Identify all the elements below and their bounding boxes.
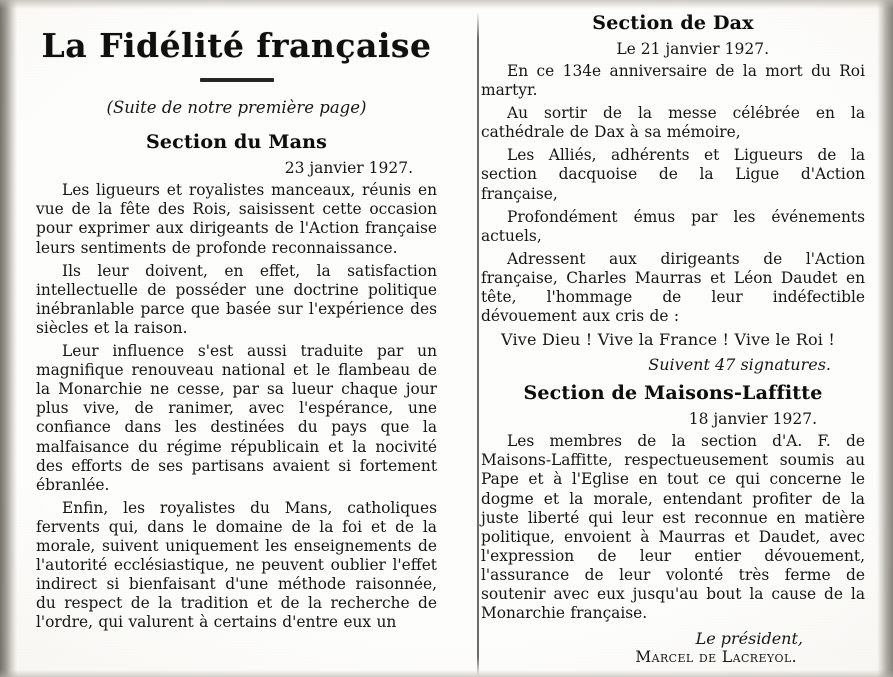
scan-edge-bottom <box>0 670 893 677</box>
signoff-block <box>481 629 865 666</box>
signatures-note: Suivent 47 signatures. <box>648 355 831 375</box>
paragraph: Les Alliés, adhérents et Ligueurs de la section dacquoise de la Ligue d'Action française, <box>481 146 865 203</box>
right-column <box>459 8 875 677</box>
paragraph: Ils leur doivent, en effet, la satisfaction intellectuelle de posséder une doctrine politique inébranlable parce que basée sur l'expérience des siècles et la raison. <box>36 261 437 337</box>
scan-edge-top <box>0 0 893 9</box>
paragraph: En ce 134e anniversaire de la mort du Roi martyr. <box>481 62 865 100</box>
paragraph: Les ligueurs et royalistes manceaux, réunis en vue de la fête des Rois, saisissent cette occasion pour exprimer aux dirigeants de l'Action française leurs sentiments de profonde reconnaissance. <box>36 181 437 257</box>
acclamation-line: Vive Dieu ! Vive la France ! Vive le Roi ! <box>501 330 836 350</box>
scan-edge-right <box>877 0 893 677</box>
signoff-role: Le président, <box>695 629 803 649</box>
page-title: La Fidélité française <box>41 26 432 65</box>
paragraph: Adressent aux dirigeants de l'Action française, Charles Maurras et Léon Daudet en tête, l'hommage de leur indéfectible dévouement aux cris de : <box>481 249 865 326</box>
section-heading-maisons-laffitte: Section de Maisons-Laffitte <box>523 382 823 405</box>
paragraph: Profondément émus par les événements actuels, <box>481 207 865 245</box>
scan-edge-left <box>0 0 17 677</box>
title-divider <box>200 78 274 82</box>
paragraph: Enfin, les royalistes du Mans, catholiques fervents qui, dans le domaine de la foi et de la morale, suivent uniquement les enseignements de l'autorité ecclésiastique, ne peuvent oublier l'effet indirect si bienfaisant d'une méthode raisonnée, du respect de la tradition et de la recherche de l'ordre, qui valurent à certains d'entre eux un <box>36 498 437 632</box>
left-column <box>22 8 459 677</box>
signoff-name: Marcel de Lacreyol. <box>635 648 797 667</box>
section-heading-le-mans: Section du Mans <box>145 131 328 154</box>
dateline-dax: Le 21 janvier 1927. <box>616 40 769 58</box>
paragraph: Leur influence s'est aussi traduite par un magnifique renouveau national et le flambeau de la Monarchie ne cesse, par sa lueur chaque jour plus vive, de ranimer, avec l'espérance, une confiance dans les destinées du pays que la malfaisance du régime républicain et la nocivité des efforts de ses partisans avaient si fortement ébranlée. <box>36 342 437 494</box>
dateline-le-mans: 23 janvier 1927. <box>284 159 413 178</box>
dateline-maisons-laffitte: 18 janvier 1927. <box>688 410 817 429</box>
paragraph: Les membres de la section d'A. F. de Maisons-Laffitte, respectueusement soumis au Pape et à l'Eglise en tout ce qui concerne le dogme et la morale, entendant profiter de la juste liberté qui leur est reconnue en matière politique, envoient à Maurras et Daudet, avec l'expression de leur entier dévouement, l'assurance de leur volonté très ferme de soutenir avec eux jusqu'au bout la cause de la Monarchie française. <box>481 432 865 623</box>
paragraph: Au sortir de la messe célébrée en la cathédrale de Dax à sa mémoire, <box>481 104 865 142</box>
page-columns <box>22 8 875 677</box>
continuation-note: (Suite de notre première page) <box>106 98 367 118</box>
section-heading-dax: Section de Dax <box>592 12 754 34</box>
